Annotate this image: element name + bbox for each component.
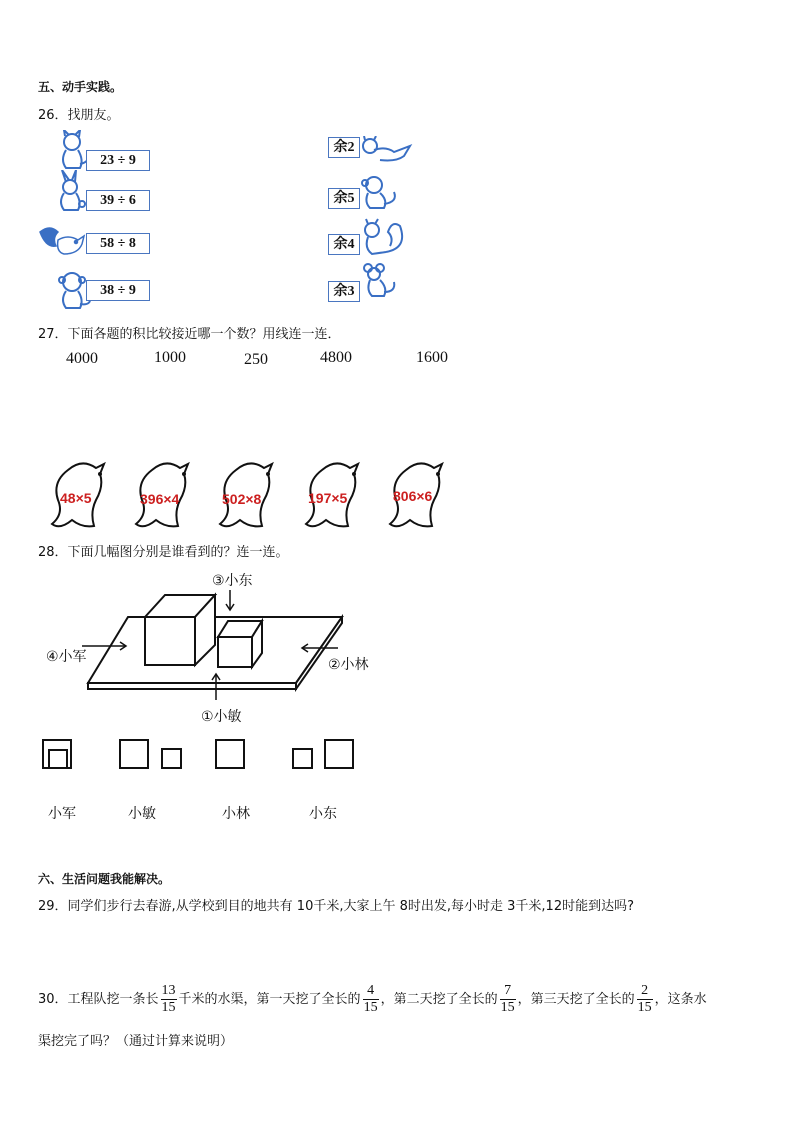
name-label-2[interactable]: 小敏 bbox=[128, 806, 156, 822]
squirrel-icon bbox=[38, 224, 86, 260]
answer-number-3[interactable]: 250 bbox=[244, 351, 268, 368]
section-title-5: 五、动手实践。 bbox=[38, 80, 123, 94]
q30-part-3: ，第二天挖了全长的 bbox=[380, 992, 498, 1007]
monkey-icon bbox=[360, 174, 402, 212]
division-card-4[interactable]: 38 ÷ 9 bbox=[86, 280, 150, 301]
product-expression-1[interactable]: 48×5 bbox=[60, 490, 92, 506]
name-label-4[interactable]: 小东 bbox=[309, 806, 337, 822]
division-card-2[interactable]: 39 ÷ 6 bbox=[86, 190, 150, 211]
question-27-text: 27．下面各题的积比较接近哪一个数？用线连一连． bbox=[38, 327, 341, 342]
mouse-icon bbox=[360, 262, 400, 302]
answer-number-5[interactable]: 1600 bbox=[416, 349, 448, 366]
viewer-label-front: ①小敏 bbox=[201, 709, 242, 725]
viewer-arrows bbox=[80, 590, 340, 700]
remainder-card-4[interactable]: 余3 bbox=[328, 281, 360, 302]
q30-part-5: ，这条水 bbox=[654, 992, 707, 1007]
answer-number-2[interactable]: 1000 bbox=[154, 349, 186, 366]
answer-number-4[interactable]: 4800 bbox=[320, 349, 352, 366]
product-expression-4[interactable]: 197×5 bbox=[308, 490, 348, 506]
view-option-4-small[interactable] bbox=[292, 748, 313, 769]
remainder-card-1[interactable]: 余2 bbox=[328, 137, 360, 158]
question-28-text: 28．下面几幅图分别是谁看到的？连一连。 bbox=[38, 545, 289, 560]
view-option-2-small[interactable] bbox=[161, 748, 182, 769]
fraction-2-15: $\frac{2}{15}$ bbox=[637, 983, 652, 1015]
squirrel-icon bbox=[360, 218, 412, 258]
viewer-label-right: ②小林 bbox=[328, 657, 369, 673]
viewer-label-top: ③小东 bbox=[212, 573, 253, 589]
division-card-1[interactable]: 23 ÷ 9 bbox=[86, 150, 150, 171]
section-title-6: 六、生活问题我能解决。 bbox=[38, 872, 171, 886]
view-option-2-large[interactable] bbox=[119, 739, 149, 769]
view-option-3[interactable] bbox=[215, 739, 245, 769]
view-option-4-large[interactable] bbox=[324, 739, 354, 769]
fraction-13-15: $\frac{13}{15}$ bbox=[161, 983, 176, 1015]
fraction-4-15: $\frac{4}{15}$ bbox=[363, 983, 378, 1015]
fraction-7-15: $\frac{7}{15}$ bbox=[500, 983, 515, 1015]
remainder-card-2[interactable]: 余5 bbox=[328, 188, 360, 209]
q30-part-1: 30．工程队挖一条长 bbox=[38, 992, 159, 1007]
question-30-line-2: 渠挖完了吗？（通过计算来说明） bbox=[38, 1034, 234, 1049]
name-label-1[interactable]: 小军 bbox=[48, 806, 76, 822]
answer-number-1[interactable]: 4000 bbox=[66, 350, 98, 367]
question-26-text: 26．找朋友。 bbox=[38, 108, 120, 123]
remainder-card-3[interactable]: 余4 bbox=[328, 234, 360, 255]
division-card-3[interactable]: 58 ÷ 8 bbox=[86, 233, 150, 254]
product-expression-5[interactable]: 806×6 bbox=[393, 488, 433, 504]
product-expression-3[interactable]: 502×8 bbox=[222, 491, 262, 507]
fox-icon bbox=[360, 136, 414, 166]
view-option-1[interactable] bbox=[42, 739, 72, 769]
q30-part-4: ，第三天挖了全长的 bbox=[517, 992, 635, 1007]
question-30-line-1 bbox=[38, 982, 707, 1018]
product-expression-2[interactable]: 396×4 bbox=[140, 491, 180, 507]
name-label-3[interactable]: 小林 bbox=[222, 806, 250, 822]
viewer-label-left: ④小军 bbox=[46, 649, 87, 665]
question-29-text: 29．同学们步行去春游,从学校到目的地共有 10千米,大家上午 8时出发,每小时走 3千米,12时能到达吗? bbox=[38, 899, 634, 914]
q30-part-2: 千米的水渠，第一天挖了全长的 bbox=[178, 992, 361, 1007]
